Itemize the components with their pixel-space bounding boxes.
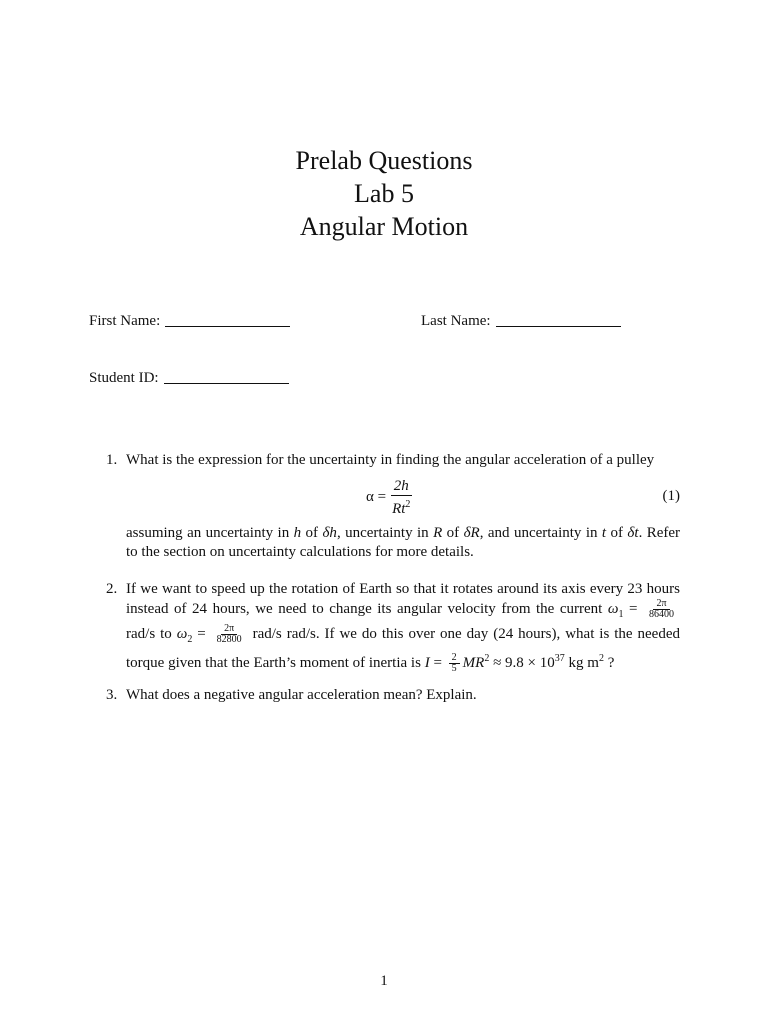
inertia-fraction: $\frac{2}{5}$	[449, 653, 460, 674]
question-text-continued: assuming an uncertainty in h of δh, uncertainty in R of δR, and uncertainty in t of δt. Refer to the section on uncertainty calculations for more details.	[126, 525, 681, 560]
question-3	[106, 686, 680, 705]
question-number: 3.	[106, 687, 118, 703]
fraction-numerator: 2h	[393, 477, 409, 494]
question-body: If we want to speed up the rotation of Earth so that it rotates around its axis every 23 hours instead of 24 hours, we need to change its angular velocity from the current $\omega_1$ = $\frac{2\pi}{86400}$ rad/s to $\omega_2$ = $\frac{2\pi}{82800}$ rad/s rad/s. If we do this over one day (24 hours), what is the needed torque given that the Earth’s moment of inertia is I = $\frac{2}{5}$ $MR^2 \approx 9.8 \times 10^{37}$ kg $m^2$ ?	[126, 581, 680, 674]
title-block	[0, 144, 768, 243]
fraction-denominator: Rt	[392, 500, 406, 517]
question-2	[106, 580, 680, 674]
equation-1	[126, 474, 680, 520]
last-name-blank-line[interactable]	[496, 325, 621, 327]
student-id-blank-line[interactable]	[164, 382, 289, 384]
equation-expression	[366, 474, 416, 520]
denominator-exponent: 2	[405, 498, 411, 510]
student-id-field[interactable]	[89, 370, 289, 387]
title-topic: Angular Motion	[299, 212, 469, 241]
question-body	[126, 451, 680, 562]
last-name-field[interactable]	[421, 313, 621, 330]
first-name-field[interactable]	[89, 313, 290, 330]
question-text: What is the expression for the uncertainty in finding the angular acceleration of a pulley	[126, 452, 655, 468]
page-number: 1	[380, 973, 388, 989]
omega2-fraction: $\frac{2\pi}{82800}$	[216, 622, 242, 645]
title-lab-number: Lab 5	[354, 179, 414, 208]
title-prelab-questions: Prelab Questions	[295, 146, 473, 175]
question-number: 1.	[106, 452, 118, 468]
equation-fraction	[389, 477, 413, 518]
question-text: What does a negative angular acceleration mean? Explain.	[126, 687, 477, 703]
student-id-label: Student ID:	[89, 370, 159, 386]
first-name-blank-line[interactable]	[165, 325, 290, 327]
question-1	[106, 451, 680, 562]
question-number: 2.	[106, 581, 118, 597]
equation-label: (1)	[662, 488, 680, 504]
last-name-label: Last Name:	[421, 313, 491, 329]
equation-lhs: α =	[366, 488, 387, 505]
first-name-label: First Name:	[89, 313, 161, 329]
omega1-fraction: $\frac{2\pi}{86400}$	[649, 598, 674, 620]
